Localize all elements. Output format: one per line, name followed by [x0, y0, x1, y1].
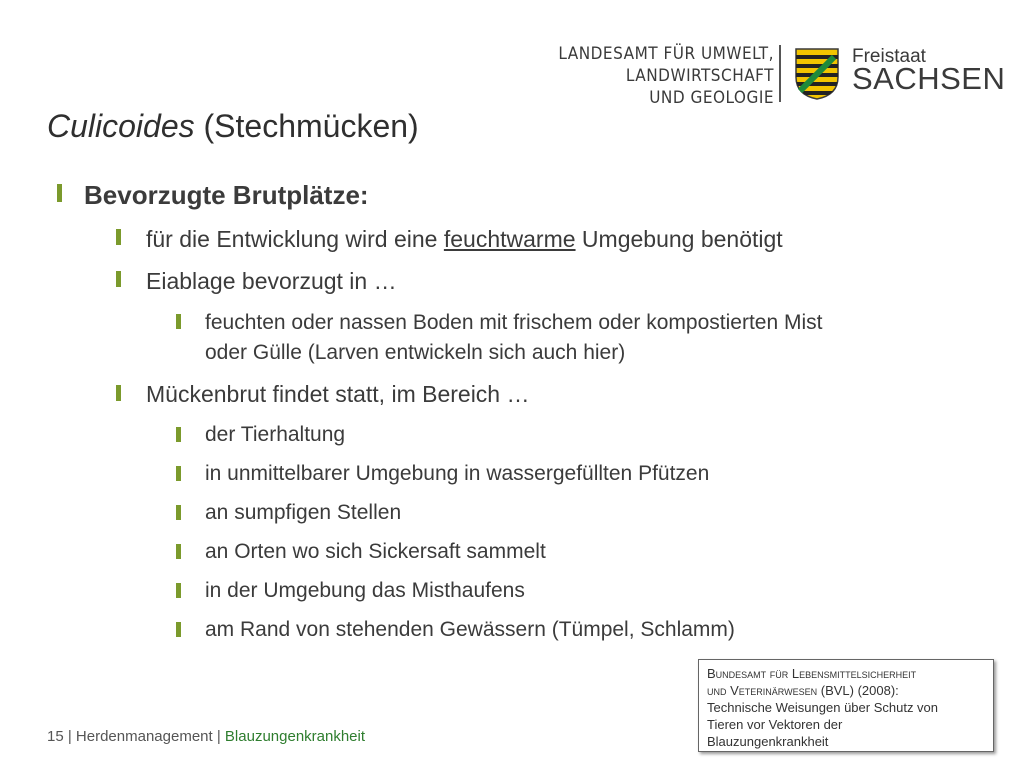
bullet-marker: [176, 544, 181, 559]
bullet-marker: [176, 466, 181, 481]
bullet-level0-brutplaetze: Bevorzugte Brutplätze:: [84, 180, 369, 210]
bullet-level2-sumpfig: an sumpfigen Stellen: [205, 501, 402, 524]
bullet-marker: [176, 505, 181, 520]
slide-footer: [47, 728, 365, 745]
bullet-level2-pfuetzen: in unmittelbarer Umgebung in wassergefüllten Pfützen: [205, 462, 710, 485]
slide-title: [47, 108, 419, 145]
institution-line-3: UND GEOLOGIE: [649, 88, 774, 108]
bullet-level1-entwicklung: [146, 226, 783, 253]
reference-line-4: Tieren vor Vektoren der: [707, 717, 843, 732]
reference-line-3: Technische Weisungen über Schutz von: [707, 700, 939, 715]
footer-separator: |: [63, 728, 76, 745]
logo-text-freistaat: Freistaat: [852, 46, 926, 67]
bullet-marker: [176, 583, 181, 598]
institution-line-2: LANDWIRTSCHAFT: [625, 66, 774, 86]
bullet-level1-mueckenbrut: Mückenbrut findet statt, im Bereich …: [146, 381, 530, 407]
bullet-marker: [176, 622, 181, 637]
b1-post: Umgebung benötigt: [575, 226, 783, 252]
b1-underlined: feuchtwarme: [443, 226, 576, 252]
title-rest: (Stechmücken): [194, 108, 419, 144]
page-number: 15: [47, 728, 64, 745]
bullet-level2-gewaesser: am Rand von stehenden Gewässern (Tümpel, Schlamm): [205, 618, 735, 641]
bullet-level2-sickersaft: an Orten wo sich Sickersaft sammelt: [205, 540, 546, 563]
institution-name: [558, 43, 774, 109]
b3-line2: oder Gülle (Larven entwickeln sich auch hier): [205, 341, 626, 364]
b1-pre: für die Entwicklung wird eine: [146, 226, 444, 252]
header-divider: [779, 45, 781, 102]
logo-text-sachsen: SACHSEN: [852, 61, 1006, 96]
reference-line-2: [707, 682, 985, 699]
reference-line-5: Blauzungenkrankheit: [707, 734, 829, 749]
reference-line-2a: und Veterinärwesen: [707, 683, 818, 698]
bullet-marker: [116, 271, 121, 287]
bullet-marker: [116, 385, 121, 401]
footer-topic: Blauzungenkrankheit: [224, 728, 366, 745]
bullet-level2-misthaufen: in der Umgebung das Misthaufens: [205, 579, 525, 602]
institution-line-1: LANDESAMT FÜR UMWELT,: [558, 44, 774, 64]
footer-section: Herdenmanagement: [75, 728, 213, 745]
bullet-level2-tierhaltung: der Tierhaltung: [205, 423, 346, 446]
bullet-marker: [176, 427, 181, 442]
reference-line-1: Bundesamt für Lebensmittelsicherheit: [707, 666, 917, 681]
bullet-marker: [176, 314, 181, 329]
reference-box: [698, 659, 994, 752]
bullet-marker: [57, 184, 62, 202]
reference-line-2b: (BVL) (2008):: [817, 683, 899, 698]
b3-line1: feuchten oder nassen Boden mit frischem oder kompostierten Mist: [205, 311, 823, 334]
bullet-marker: [116, 229, 121, 245]
title-italic: Culicoides: [47, 108, 195, 144]
bullet-level1-eiablage: Eiablage bevorzugt in …: [146, 268, 397, 294]
footer-separator: |: [212, 728, 225, 745]
saxony-coat-of-arms-icon: [794, 47, 840, 101]
bullet-level2-boden: [205, 308, 822, 368]
